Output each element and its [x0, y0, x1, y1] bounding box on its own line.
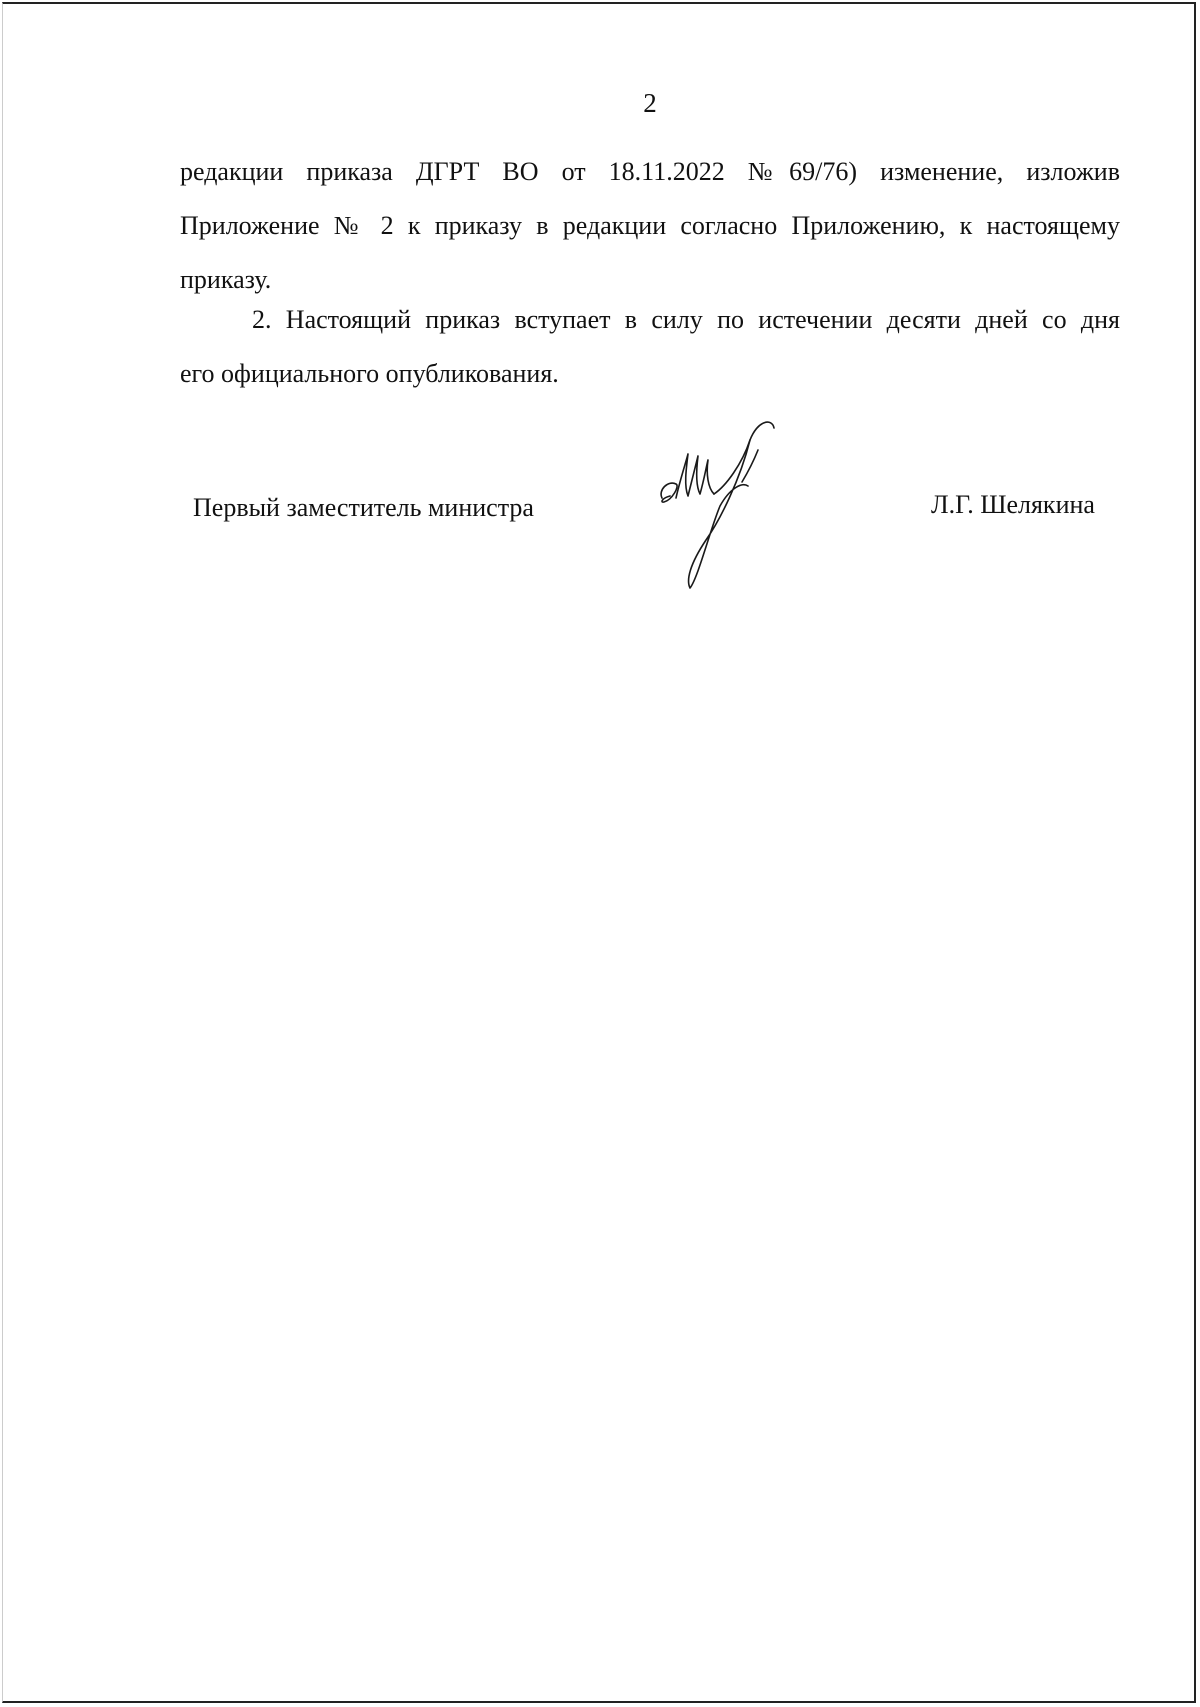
signatory-position: Первый заместитель министра: [193, 493, 534, 522]
paragraph-line: 2. Настоящий приказ вступает в силу по истечении десяти дней со дня: [252, 305, 1120, 334]
signatory-name: Л.Г. Шелякина: [931, 490, 1095, 519]
paragraph-effective-date: [180, 293, 1120, 401]
paragraph-line: редакции приказа ДГРТ ВО от 18.11.2022 №69/76) изменение, изложив: [180, 157, 1120, 186]
paragraph-line: его официального опубликования.: [180, 359, 559, 388]
handwritten-signature: [650, 420, 800, 595]
page-number: 2: [643, 88, 657, 118]
paragraph-line: Приложение № 2 к приказу в редакции согласно Приложению, к настоящему: [180, 211, 1120, 240]
paragraph-amendment: [180, 145, 1120, 307]
paragraph-line: приказу.: [180, 265, 272, 294]
